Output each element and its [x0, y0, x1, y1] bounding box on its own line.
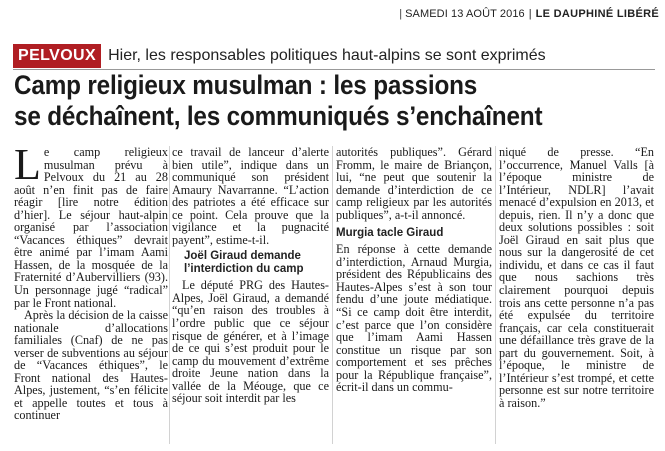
headline-line-2: se déchaînent, les communiqués s’enchaînent — [14, 101, 543, 131]
headline-line-1: Camp religieux musulman : les passions — [14, 70, 478, 100]
paragraph: Le député PRG des Hautes-Alpes, Joël Giraud, a demandé “qu’en raison des troubles à l’ordre public que ce séjour risque de générer, et à l’image de ce qui s’est produit pour le camp du mouvement d’extrême droite Jeune nation dans la vallée de la Méouge, que ce séjour soit interdit par les — [172, 278, 329, 406]
masthead-pipe: | — [528, 8, 532, 20]
kicker-deck: Hier, les responsables politiques haut-alpins se sont exprimés — [108, 47, 546, 64]
column-divider — [169, 146, 170, 444]
column-divider — [332, 146, 333, 444]
issue-date: SAMEDI 13 AOÛT 2016 — [405, 8, 525, 20]
location-tag: PELVOUX — [13, 44, 101, 68]
article-column-2 — [172, 146, 329, 405]
article-column-1 — [14, 140, 168, 423]
lead-text: e camp religieux musulman prévu à Pelvoux du 21 au 28 août n’en finit pas de faire réagir [lire notre édition d’hier]. Le séjour haut-alpin organisé par l’association “Vacances éthiques” devrait être animé par l’imam Aami Hassen, de la mosquée de la Fraternité d’Aubervilliers (93). Un personnage jugé “radical” par le Front national. — [14, 145, 168, 310]
lead-paragraph — [14, 140, 168, 310]
paragraph: niqué de presse. “En l’occurrence, Manuel Valls [à l’époque ministre de l’Intérieur, NDLR] l’avait menacé d’expulsion en 2013, et depuis, rien. Il n’y a donc que deux solutions possibles : soit Joël Giraud en sait plus que nous sur la dangerosité de cet individu, et dans ce cas il faut que nous sachions très clairement pourquoi depuis trois ans cette personne n’a pas été expulsée du territoire français, car cela constituerait une défaillance très grave de la part du gouvernement. Soit, à l’époque, le ministre de l’Intérieur s’est trompé, et cette personne est sur notre territoire à raison.” — [499, 145, 654, 410]
subheading: Joël Giraud demande l’interdiction du camp — [184, 250, 304, 276]
masthead-separator: | — [399, 8, 403, 20]
masthead — [399, 6, 659, 22]
paragraph: autorités publiques”. Gérard Fromm, le maire de Briançon, lui, “ne peut que soutenir la demande d’interdiction de ce camp religieux par les autorités publiques”, a-t-il annoncé. — [336, 145, 492, 222]
subheading: Murgia tacle Giraud — [336, 227, 444, 240]
paragraph: ce travail de lanceur d’alerte bien utile”, indique dans un communiqué son président Amaury Navarranne. “L’action des patriotes a été efficace sur ce point. Cela prouve que la vigilance et la pugnacité payent”, estime-t-il. — [172, 145, 329, 247]
article-column-3 — [336, 146, 492, 394]
newspaper-name: LE DAUPHINÉ LIBÉRÉ — [535, 8, 659, 20]
kicker — [13, 44, 655, 68]
column-divider — [495, 146, 496, 444]
paragraph: En réponse à cette demande d’interdiction, Arnaud Murgia, président des Républicains des Hautes-Alpes s’est à son tour fendu d’une joute médiatique. “Si ce camp doit être interdit, c’est parce que l’on considère que l’imam Aami Hassen constitue un risque par son comportement et ses prêches pour la République française”, écrit-il dans un commu- — [336, 242, 492, 395]
headline — [14, 70, 599, 132]
paragraph: Après la décision de la caisse nationale d’allocations familiales (Cnaf) de ne pas verser de subventions au séjour de “Vacances éthiques”, le Front national des Hautes-Alpes, justement, “s’en félicite et appelle toutes et tous à continuer — [14, 308, 168, 423]
drop-cap: L — [14, 140, 41, 189]
article-column-4 — [499, 146, 654, 409]
